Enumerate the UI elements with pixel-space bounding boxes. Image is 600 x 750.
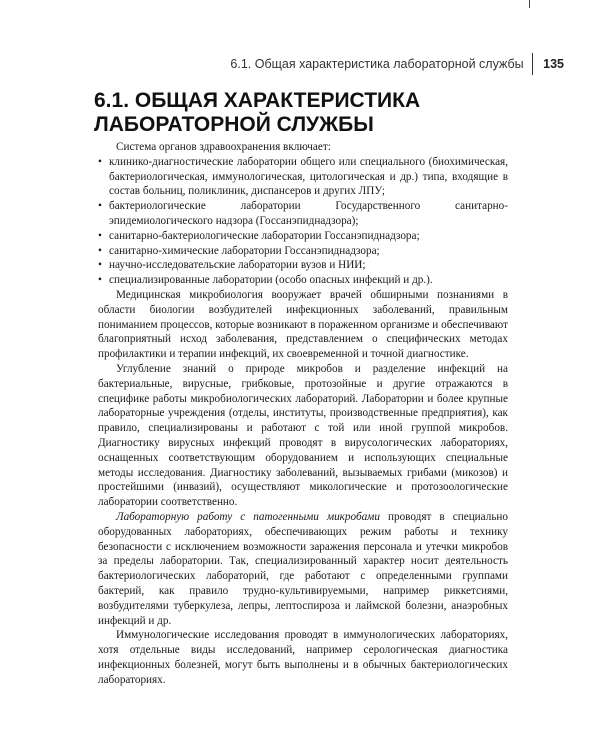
body-text bbox=[98, 140, 508, 687]
list-item: • санитарно-бактериологические лаборатории Госсанэпиднадзора; bbox=[98, 229, 508, 244]
paragraph-pathogen-work bbox=[98, 510, 508, 628]
list-item: • специализированные лаборатории (особо опасных инфекций и др.). bbox=[98, 273, 508, 288]
page-number: 135 bbox=[543, 57, 564, 71]
intro-paragraph: Система органов здравоохранения включает: bbox=[116, 141, 331, 153]
paragraph-emphasis: Лабораторную работу с патогенными микробами bbox=[116, 510, 380, 523]
list-item: • клинико-диагностические лаборатории общего или специального (биохимическая, бактериологическая, иммунологическая, цитологическая и др.) типа, входящие в состав больниц, поликлиник, диспансеров и других ЛПУ; bbox=[98, 155, 508, 199]
paragraph-medical-microbiology: Медицинская микробиология вооружает врачей обширными познаниями в области биологии возбудителей инфекционных заболеваний, правильным пониманием процессов, которые возникают в пораженном организме и обеспечивают благоприятный исход заболевания, представлением о специфических методах профилактики и терапии инфекций, их своевременной и точной диагностике. bbox=[98, 288, 508, 361]
header-tick-mark bbox=[529, 0, 531, 8]
paragraph-immunology: Иммунологические исследования проводят в иммунологических лабораториях, хотя отдельные виды исследований, например серологическая диагностика инфекционных болезней, могут быть выполнены и в обычных бактериологических лабораториях. bbox=[98, 629, 508, 686]
header-divider bbox=[532, 53, 534, 75]
list-item: • бактериологические лаборатории Государственного санитарно-эпидемиологического надзора (Госсанэпиднадзора); bbox=[98, 199, 508, 229]
section-title-line-1: 6.1. ОБЩАЯ ХАРАКТЕРИСТИКА bbox=[94, 89, 421, 112]
list-item: • санитарно-химические лаборатории Госсанэпиднадзора; bbox=[98, 244, 508, 259]
lab-types-list bbox=[98, 155, 508, 288]
list-item: • научно-исследовательские лаборатории вузов и НИИ; bbox=[98, 258, 508, 273]
running-header bbox=[230, 53, 564, 75]
paragraph-lab-specialization: Углубление знаний о природе микробов и разделение инфекций на бактериальные, вирусные, грибковые, протозойные и другие отражаются в специфике работы микробиологических лабораторий. Лаборатории и более крупные лабораторные учреждения (отделы, институты, производственные предприятия), как правило, специализированы и работают с той или иной группой микробов. Диагностику вирусных инфекций проводят в вирусологических лабораториях, оснащенных соответствующим оборудованием и использующих специальные методы исследования. Диагностику заболеваний, вызываемых грибами (микозов) и простейшими (инвазий), осуществляют микологические и протозоологические лаборатории соответственно. bbox=[98, 362, 508, 509]
paragraph-pathogen-work-text: проводят в специально оборудованных лабораториях, обеспечивающих режим работы и технику безопасности с исключением возможности заражения персонала и утечки микробов за пределы лаборатории. Так, специализированный характер носит деятельность бактериологических лабораторий, где работают с определенными группами бактерий, как правило трудно-культивируемыми, например риккетсиями, возбудителями туберкулеза, лепры, лептоспироза и лаймской болезни, анаэробных инфекций и др. bbox=[98, 510, 508, 627]
section-title bbox=[94, 89, 514, 137]
running-header-title: 6.1. Общая характеристика лабораторной службы bbox=[230, 57, 524, 71]
section-title-line-2: ЛАБОРАТОРНОЙ СЛУЖБЫ bbox=[94, 113, 374, 136]
